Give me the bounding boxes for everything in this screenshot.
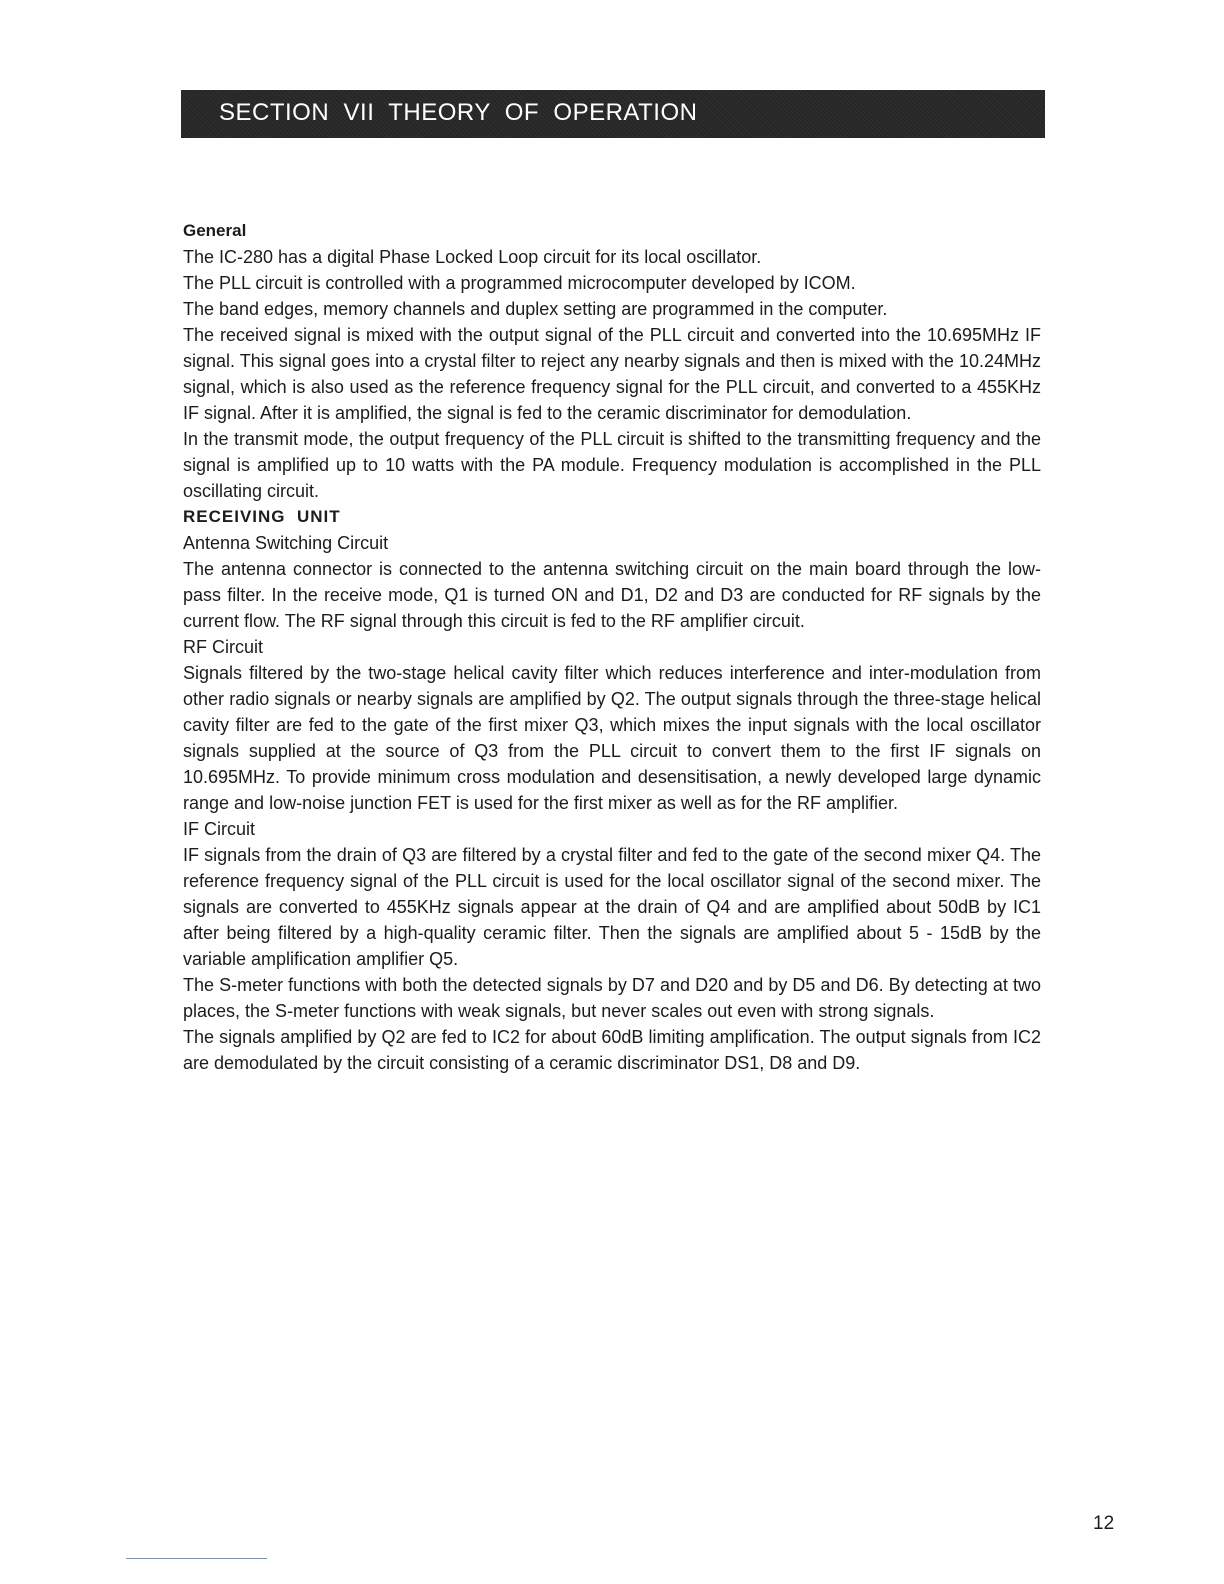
- if-circuit-title: IF Circuit: [183, 819, 255, 839]
- general-paragraph-3: The band edges, memory channels and duplex setting are programmed in the computer.: [183, 299, 888, 319]
- general-paragraph-2: The PLL circuit is controlled with a programmed microcomputer developed by ICOM.: [183, 273, 856, 293]
- antenna-switching-title: Antenna Switching Circuit: [183, 533, 389, 553]
- general-heading: General: [183, 221, 247, 240]
- receiving-unit-heading: RECEIVING UNIT: [183, 507, 341, 526]
- bottom-rule: [126, 1558, 267, 1559]
- rf-circuit-text: Signals filtered by the two-stage helical cavity filter which reduces interference and inter-modulation from other radio signals or nearby signals are amplified by Q2. The output signals through the three-stage helical cavity filter are fed to the gate of the first mixer Q3, which mixes the input signals with the local oscillator signals supplied at the source of Q3 from the PLL circuit to convert them to the first IF signals on 10.695MHz. To provide minimum cross modulation and desensitisation, a newly developed large dynamic range and low-noise junction FET is used for the first mixer as well as for the RF amplifier.: [183, 663, 1041, 813]
- rf-circuit-title: RF Circuit: [183, 637, 263, 657]
- section-title: SECTION VII THEORY OF OPERATION: [219, 99, 698, 126]
- general-paragraph-4: The received signal is mixed with the output signal of the PLL circuit and converted into the 10.695MHz IF signal. This signal goes into a crystal filter to reject any nearby signals and then is mixed with the 10.24MHz signal, which is also used as the reference frequency signal for the PLL circuit, and converted to a 455KHz IF signal. After it is amplified, the signal is fed to the ceramic discriminator for demodulation.: [183, 325, 1041, 423]
- general-paragraph-5: In the transmit mode, the output frequency of the PLL circuit is shifted to the transmitting frequency and the signal is amplified up to 10 watts with the PA module. Frequency modulation is accomplished in the PLL oscillating circuit.: [183, 429, 1041, 501]
- general-paragraph-1: The IC-280 has a digital Phase Locked Loop circuit for its local oscillator.: [183, 247, 762, 267]
- s-meter-paragraph: The S-meter functions with both the detected signals by D7 and D20 and by D5 and D6. By detecting at two places, the S-meter functions with weak signals, but never scales out even with strong signals.: [183, 975, 1041, 1021]
- section-banner: [181, 90, 1045, 138]
- document-body: [183, 218, 1041, 1076]
- antenna-switching-text: The antenna connector is connected to the antenna switching circuit on the main board through the low-pass filter. In the receive mode, Q1 is turned ON and D1, D2 and D3 are conducted for RF signals by the current flow. The RF signal through this circuit is fed to the RF amplifier circuit.: [183, 559, 1041, 631]
- page-number: 12: [1093, 1513, 1115, 1534]
- if-circuit-text: IF signals from the drain of Q3 are filtered by a crystal filter and fed to the gate of the second mixer Q4. The reference frequency signal of the PLL circuit is used for the local oscillator signal of the second mixer. The signals are converted to 455KHz signals appear at the drain of Q4 and are amplified about 50dB by IC1 after being filtered by a high-quality ceramic filter. Then the signals are amplified about 5 - 15dB by the variable amplification amplifier Q5.: [183, 845, 1041, 969]
- limiter-paragraph: The signals amplified by Q2 are fed to IC2 for about 60dB limiting amplification. The output signals from IC2 are demodulated by the circuit consisting of a ceramic discriminator DS1, D8 and D9.: [183, 1027, 1041, 1073]
